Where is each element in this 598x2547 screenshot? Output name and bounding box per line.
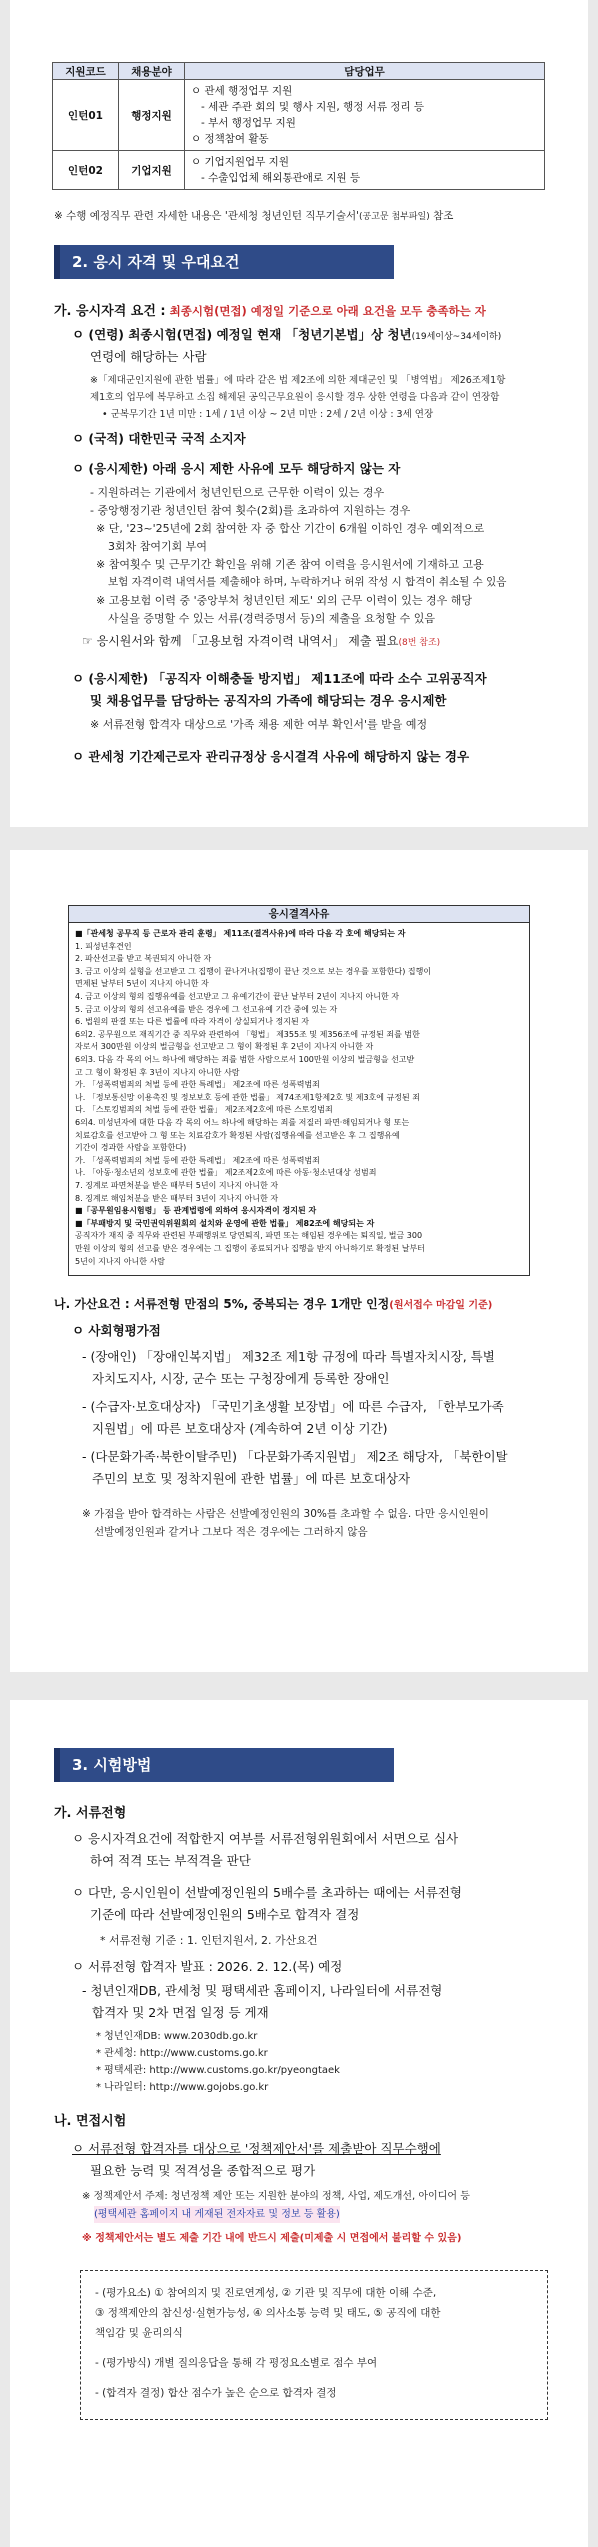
disqualification-line: 가. 「성폭력범죄의 처벌 등에 관한 특례법」 제2조에 따른 성폭력범죄 bbox=[75, 1080, 320, 1090]
duty-line: - 부서 행정업무 지원 bbox=[201, 117, 296, 129]
subsection-title: 가. 응시자격 요건 : 최종시험(면접) 예정일 기준으로 아래 요건을 모두 충족하는 자 bbox=[54, 304, 486, 319]
eligibility-conflict-cont: 및 채용업무를 담당하는 공직자의 가족에 해당되는 경우 응시제한 bbox=[90, 693, 447, 708]
bonus-note: ※ 가점을 받아 합격하는 사람은 선발예정인원의 30%를 초과할 수 없음. 다만 응시인원이 bbox=[82, 1508, 489, 1520]
box-title: 응시결격사유 bbox=[69, 906, 529, 923]
restriction-line: 사실을 증명할 수 있는 서류(경력증명서 등)의 제출을 요청할 수 있음 bbox=[108, 612, 435, 625]
disqualification-line: 고 그 형이 확정된 후 3년이 지나지 아니한 사람 bbox=[75, 1067, 240, 1077]
eligibility-age-cont: 연령에 해당하는 사람 bbox=[90, 349, 207, 364]
disqualification-line: 나. 「정보통신망 이용촉진 및 정보보호 등에 관한 법률」 제74조제1항제2호 및 제3호에 규정된 죄 bbox=[75, 1092, 420, 1102]
disqualification-line: 가. 「성폭력범죄의 처벌 등에 관한 특례법」 제2조에 따른 성폭력범죄 bbox=[75, 1155, 320, 1165]
subsection-title: 나. 면접시험 bbox=[54, 2114, 127, 2129]
social-equity-title: ㅇ 사회형평가점 bbox=[72, 1323, 161, 1338]
disqualification-line: 자로서 300만원 이상의 벌금형을 선고받고 그 형이 확정된 후 2년이 지나지 아니한 자 bbox=[75, 1042, 374, 1052]
eligibility-disqualification: ㅇ 관세청 기간제근로자 관리규정상 응시결격 사유에 해당하지 않는 경우 bbox=[72, 749, 470, 764]
disqualification-line: 기간이 경과한 사람을 포함한다) bbox=[75, 1143, 187, 1153]
restriction-line: 보험 자격이력 내역서를 제출해야 하며, 누락하거나 허위 작성 시 합격이 취소될 수 있음 bbox=[108, 576, 507, 588]
table-row bbox=[53, 80, 545, 151]
bonus-disabled: - (장애인) 「장애인복지법」 제32조 제1항 규정에 따라 특별자치시장, 특별 bbox=[82, 1349, 495, 1364]
disqualification-line: 6의4. 미성년자에 대한 다음 각 목의 어느 하나에 해당하는 죄를 저질러 파면·해임되거나 형 또는 bbox=[75, 1118, 410, 1127]
duty-line: ㅇ 정책참여 활동 bbox=[191, 133, 269, 145]
table-header-row bbox=[53, 63, 545, 80]
site-link[interactable]: * 관세청: http://www.customs.go.kr bbox=[96, 2048, 268, 2059]
section-title-bar: 2. 응시 자격 및 우대요건 bbox=[54, 245, 394, 279]
duty-line: ㅇ 관세 행정업무 지원 bbox=[191, 85, 293, 97]
disqualification-line: 면제된 날부터 5년이 지나지 아니한 자 bbox=[75, 979, 209, 989]
disqualification-line: 치료감호를 선고받아 그 형 또는 치료감호가 확정된 사람(집행유예를 선고받은 후 그 집행유예 bbox=[75, 1130, 400, 1140]
disqualification-line: 6의3. 다음 각 목의 어느 하나에 해당하는 죄를 범한 사람으로서 100만원 이상의 벌금형을 선고받 bbox=[75, 1055, 415, 1064]
screening-announce: ㅇ 서류전형 합격자 발표 : 2026. 2. 12.(목) 예정 bbox=[72, 1959, 343, 1974]
restriction-line: - 지원하려는 기관에서 청년인턴으로 근무한 이력이 있는 경우 bbox=[90, 486, 385, 499]
disqualification-line: 6의2. 공무원으로 재직기간 중 직무와 관련하여 「형법」 제355조 및 제356조에 규정된 죄를 범한 bbox=[75, 1029, 420, 1039]
eval-line: 책임감 및 윤리의식 bbox=[95, 2327, 183, 2339]
restriction-line: ※ 참여횟수 및 근무기간 확인을 위해 기존 참여 이력을 응시원서에 기재하고 고용 bbox=[96, 558, 484, 571]
bonus-welfare: - (수급자·보호대상자) 「국민기초생활 보장법」에 따른 수급자, 「한부모가족 bbox=[82, 1399, 504, 1414]
restriction-submit-line: ☞ 응시원서와 함께 「고용보험 자격이력 내역서」 제출 필요(8번 참조) bbox=[82, 634, 441, 648]
site-link[interactable]: * 평택세관: http://www.customs.go.kr/pyeongtaek bbox=[96, 2065, 340, 2076]
disqualification-line: ■「부패방지 및 국민권익위원회의 설치와 운영에 관한 법률」 제82조에 해당되는 자 bbox=[75, 1218, 375, 1228]
document-screening-line: 하여 적격 또는 부적격을 판단 bbox=[90, 1853, 251, 1868]
duty-line: - 세관 주관 회의 및 행사 지원, 행정 서류 정리 등 bbox=[201, 101, 425, 113]
eligibility-age: ㅇ (연령) 최종시험(면접) 예정일 현재 「청년기본법」상 청년(19세이상~34세이하) bbox=[72, 327, 502, 342]
screening-announce-line: 합격자 및 2차 면접 일정 등 게재 bbox=[92, 2005, 269, 2020]
site-link[interactable]: * 청년인재DB: www.2030db.go.kr bbox=[96, 2031, 258, 2042]
interview-line: 필요한 능력 및 적격성을 종합적으로 평가 bbox=[90, 2163, 316, 2178]
screening-criteria-note: * 서류전형 기준 : 1. 인턴지원서, 2. 가산요건 bbox=[100, 1934, 318, 1947]
interview-line: ㅇ 서류전형 합격자를 대상으로 '정책제안서'를 제출받아 직무수행에 bbox=[72, 2141, 441, 2156]
bonus-title: 나. 가산요건 : 서류전형 만점의 5%, 중복되는 경우 1개만 인정(원서접수 마감일 기준) bbox=[54, 1297, 493, 1311]
document-screening-line: ㅇ 다만, 응시인원이 선발예정인원의 5배수를 초과하는 때에는 서류전형 bbox=[72, 1885, 462, 1900]
screening-announce-line: - 청년인재DB, 관세청 및 평택세관 홈페이지, 나라일터에 서류전형 bbox=[82, 1983, 443, 1998]
disqualification-box bbox=[68, 905, 530, 1276]
age-note-line: 제1호의 업무에 복무하고 소집 해제된 공익근무요원이 응시할 경우 상한 연령을 다음과 같이 연장함 bbox=[90, 392, 500, 403]
disqualification-line: 공직자가 재직 중 직무와 관련된 부패행위로 당연퇴직, 파면 또는 해임된 경우에는 퇴직일, 벌금 300 bbox=[75, 1231, 423, 1241]
age-note-line: • 군복무기간 1년 미만 : 1세 / 1년 이상 ~ 2년 미만 : 2세 / 2년 이상 : 3세 연장 bbox=[102, 409, 434, 420]
bonus-multicultural-cont: 주민의 보호 및 정착지원에 관한 법률」에 따른 보호대상자 bbox=[92, 1471, 411, 1486]
bonus-multicultural: - (다문화가족·북한이탈주민) 「다문화가족지원법」 제2조 해당자, 「북한이탈 bbox=[82, 1449, 508, 1464]
disqualification-line: 5년이 지나지 아니한 사람 bbox=[75, 1256, 165, 1266]
disqualification-line: 1. 피성년후견인 bbox=[75, 941, 132, 951]
table-cell-code: 인턴01 bbox=[53, 80, 119, 151]
disqualification-line: ■「공무원임용시험령」 등 관계법령에 의하여 응시자격이 정지된 자 bbox=[75, 1206, 317, 1216]
eval-line: - (합격자 결정) 합산 점수가 높은 순으로 합격자 결정 bbox=[95, 2387, 337, 2399]
job-duties-table bbox=[52, 62, 545, 190]
table-row bbox=[53, 151, 545, 190]
proposal-deadline-note: ※ 정책제안서는 별도 제출 기간 내에 반드시 제출(미제출 시 면접에서 불리할 수 있음) bbox=[82, 2233, 462, 2244]
eligibility-restriction: ㅇ (응시제한) 아래 응시 제한 사유에 모두 해당하지 않는 자 bbox=[72, 461, 401, 476]
bonus-welfare-cont: 지원법」에 따른 보호대상자 (계속하여 2년 이상 기간) bbox=[92, 1421, 388, 1436]
document-screening-line: 기준에 따라 선발예정인원의 5배수로 합격자 결정 bbox=[90, 1907, 360, 1922]
eval-line: - (평가요소) ① 참여의지 및 진로연계성, ② 기관 및 직무에 대한 이해 수준, bbox=[95, 2287, 437, 2299]
proposal-topic-cont: (평택세관 홈페이지 내 게재된 전자자료 및 정보 등 활용) bbox=[94, 2206, 340, 2223]
disqualification-line: 7. 징계로 파면처분을 받은 때부터 5년이 지나지 아니한 자 bbox=[75, 1181, 279, 1190]
duty-line: ㅇ 기업지원업무 지원 bbox=[191, 156, 289, 168]
document-page-1 bbox=[10, 0, 588, 827]
document-page-2 bbox=[10, 850, 588, 1672]
disqualification-line: 다. 「스토킹범죄의 처벌 등에 관한 법률」 제2조제2호에 따른 스토킹범죄 bbox=[75, 1105, 333, 1115]
restriction-line: 3회차 참여기회 부여 bbox=[108, 540, 207, 553]
disqualification-line: 만원 이상의 형의 선고를 받은 경우에는 그 집행이 종료되거나 집행을 받지 아니하기로 확정된 날부터 bbox=[75, 1244, 425, 1253]
eval-line: ③ 정책제안의 참신성·실현가능성, ④ 의사소통 능력 및 태도, ⑤ 공직에 대한 bbox=[95, 2307, 441, 2319]
eligibility-conflict: ㅇ (응시제한) 「공직자 이해충돌 방지법」 제11조에 따라 소수 고위공직자 bbox=[72, 671, 487, 686]
table-header: 채용분야 bbox=[119, 63, 185, 80]
disqualification-line: 8. 징계로 해임처분을 받은 때부터 3년이 지나지 아니한 자 bbox=[75, 1193, 279, 1203]
subsection-title: 가. 서류전형 bbox=[54, 1806, 127, 1821]
table-cell-code: 인턴02 bbox=[53, 151, 119, 190]
eligibility-nationality: ㅇ (국적) 대한민국 국적 소지자 bbox=[72, 431, 246, 446]
conflict-note: ※ 서류전형 합격자 대상으로 '가족 채용 제한 여부 확인서'를 받을 예정 bbox=[90, 718, 428, 731]
document-screening-line: ㅇ 응시자격요건에 적합한지 여부를 서류전형위원회에서 서면으로 심사 bbox=[72, 1831, 459, 1846]
proposal-topic: ※ 정책제안서 주제: 청년정책 제안 또는 지원한 분야의 정책, 사업, 제도개선, 아이디어 등 bbox=[82, 2191, 470, 2202]
table-note: ※ 수행 예정직무 관련 자세한 내용은 '관세청 청년인턴 직무기술서'(공고문 첨부파일) 참조 bbox=[54, 210, 454, 222]
disqualification-line: 5. 금고 이상의 형의 선고유예를 받은 경우에 그 선고유예 기간 중에 있는 자 bbox=[75, 1004, 338, 1014]
disqualification-line: 3. 금고 이상의 실형을 선고받고 그 집행이 끝나거나(집행이 끝난 것으로 보는 경우를 포함한다) 집행이 bbox=[75, 966, 432, 976]
bonus-disabled-cont: 자치도지사, 시장, 군수 또는 구청장에게 등록한 장애인 bbox=[92, 1371, 390, 1386]
restriction-line: ※ 단, '23~'25년에 2회 참여한 자 중 합산 기간이 6개월 이하인 경우 예외적으로 bbox=[96, 522, 485, 535]
bonus-note-cont: 선발예정인원과 같거나 그보다 적은 경우에는 그러하지 않음 bbox=[94, 1526, 368, 1538]
restriction-line: ※ 고용보험 이력 중 '중앙부처 청년인턴 제도' 외의 근무 이력이 있는 경우 해당 bbox=[96, 594, 473, 607]
table-cell-duties bbox=[185, 151, 545, 190]
disqualification-line: 2. 파산선고를 받고 복권되지 아니한 자 bbox=[75, 954, 212, 964]
disqualification-line: 나. 「아동·청소년의 성보호에 관한 법률」 제2조제2호에 따른 아동·청소년대상 성범죄 bbox=[75, 1168, 377, 1178]
table-header: 담당업무 bbox=[185, 63, 545, 80]
table-cell-field: 기업지원 bbox=[119, 151, 185, 190]
age-note-line: ※「제대군인지원에 관한 법률」에 따라 같은 법 제2조에 의한 제대군인 및 「병역법」 제26조제1항 bbox=[90, 375, 506, 386]
section-title-bar: 3. 시험방법 bbox=[54, 1748, 394, 1782]
table-cell-field: 행정지원 bbox=[119, 80, 185, 151]
duty-line: - 수출입업체 해외통관애로 지원 등 bbox=[201, 172, 361, 184]
interview-eval-box bbox=[80, 2270, 548, 2420]
table-cell-duties bbox=[185, 80, 545, 151]
disqualification-line: 6. 법원의 판결 또는 다른 법률에 따라 자격이 상실되거나 정지된 자 bbox=[75, 1017, 309, 1027]
table-header: 지원코드 bbox=[53, 63, 119, 80]
eval-line: - (평가방식) 개별 질의응답을 통해 각 평정요소별로 점수 부여 bbox=[95, 2357, 378, 2369]
restriction-line: - 중앙행정기관 청년인턴 참여 횟수(2회)를 초과하여 지원하는 경우 bbox=[90, 504, 411, 517]
document-page-3 bbox=[10, 1700, 588, 2547]
disqualification-line: ■「관세청 공무직 등 근로자 관리 훈령」 제11조(결격사유)에 따라 다음 각 호에 해당되는 자 bbox=[75, 929, 406, 938]
site-link[interactable]: * 나라일터: http://www.gojobs.go.kr bbox=[96, 2082, 269, 2093]
disqualification-line: 4. 금고 이상의 형의 집행유예를 선고받고 그 유예기간이 끝난 날부터 2년이 지나지 아니한 자 bbox=[75, 992, 399, 1001]
